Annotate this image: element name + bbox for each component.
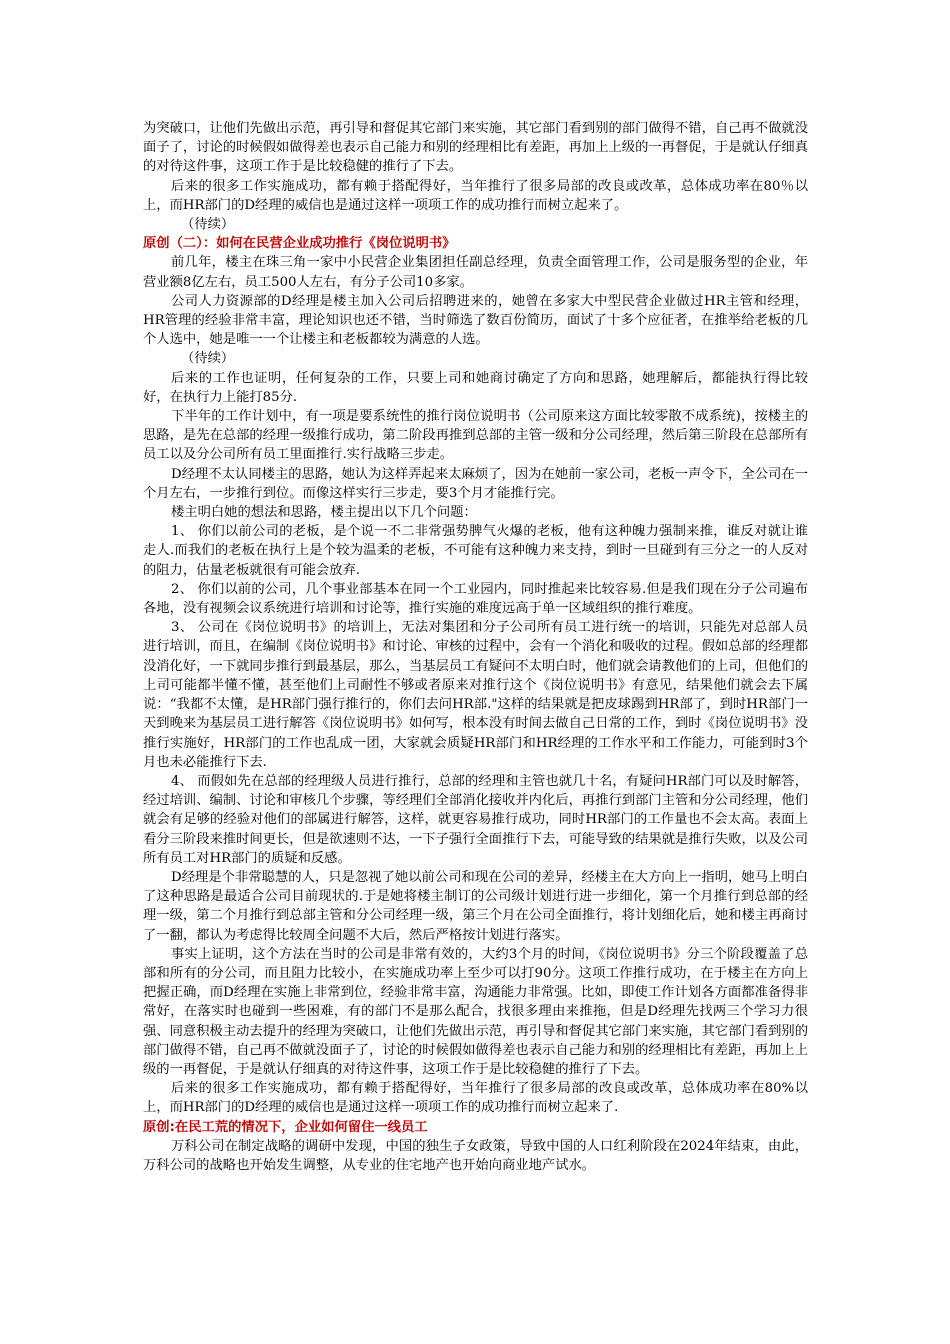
paragraph: 后来的很多工作实施成功，都有赖于搭配得好，当年推行了很多局部的改良或改革，总体成功率在80％以上，而HR部门的D经理的威信也是通过这样一项项工作的成功推行而树立起来了。 [143, 178, 808, 213]
section-heading: 原创（二）：如何在民营企业成功推行《岗位说明书》 [143, 236, 456, 252]
to-be-continued-note: （待续） [181, 351, 235, 367]
list-item: 1、 你们以前公司的老板，是个说一不二非常强势脾气火爆的老板，他有这种魄力强制来推，谁反对就让谁走人.而我们的老板在执行上是个较为温柔的老板，不可能有这种魄力来支持，到时一旦碰到有三分之一的人反对的阻力，估量老板就很有可能会放弃. [143, 524, 808, 578]
paragraph: D经理是个非常聪慧的人，只是忽视了她以前公司和现在公司的差异，经楼主在大方向上一指明，她马上明白了这种思路是最适合公司目前现状的.于是她将楼主制订的公司级计划进行进一步细化，第一个月推行到总部的经理一级，第二个月推行到总部主管和分公司经理一级，第三个月在公司全面推行，将计划细化后，她和楼主再商讨了一翻，都认为考虑得比较周全问题不大后，然后严格按计划进行落实。 [143, 869, 808, 943]
to-be-continued-note: （待续） [181, 217, 235, 233]
paragraph: 楼主明白她的想法和思路，楼主提出以下几个问题： [171, 505, 477, 521]
list-item: 3、 公司在《岗位说明书》的培训上，无法对集团和分子公司所有员工进行统一的培训，只能先对总部人员进行培训，而且，在编制《岗位说明书》和讨论、审核的过程中，会有一个消化和吸收的过程。假如总部的经理都没消化好，一下就同步推行到最基层，那么，当基层员工有疑问不太明白时，他们就会请教他们的上司，但他们的上司可能都半懂不懂，甚至他们上司耐性不够或者原来对推行这个《岗位说明书》有意见，结果他们就会去下属说：“我都不太懂，是HR部门强行推行的，你们去问HR部."这样的结果就是把皮球踢到HR部了，到时HR部门一天到晚来为基层员工进行解答《岗位说明书》如何写，根本没有时间去做自己日常的工作，到时《岗位说明书》没推行实施好，HR部门的工作也乱成一团，大家就会质疑HR部门和HR经理的工作水平和工作能力，可能到时3个月也未必能推行下去. [143, 620, 808, 770]
paragraph: 前几年，楼主在珠三角一家中小民营企业集团担任副总经理，负责全面管理工作，公司是服务型的企业，年营业额8亿左右，员工500人左右，有分子公司10多家。 [143, 255, 808, 290]
paragraph: 为突破口，让他们先做出示范，再引导和督促其它部门来实施，其它部门看到别的部门做得不错，自己再不做就没面子了，讨论的时候假如做得差也表示自己能力和别的经理相比有差距，再加上上级的一再督促，于是就认仔细真的对待这件事，这项工作于是比较稳健的推行了下去。 [143, 121, 808, 175]
document-page [143, 119, 808, 1175]
paragraph: 公司人力资源部的D经理是楼主加入公司后招聘进来的，她曾在多家大中型民营企业做过HR主管和经理，HR管理的经验非常丰富，理论知识也还不错，当时筛选了数百份简历，面试了十多个应征者，在推举给老板的几个人选中，她是唯一一个让楼主和老板都较为满意的人选。 [143, 293, 808, 348]
paragraph: D经理不太认同楼主的思路，她认为这样弄起来太麻烦了，因为在她前一家公司，老板一声令下，全公司在一个月左右，一步推行到位。而像这样实行三步走，要3个月才能推行完。 [143, 466, 808, 501]
section-heading: 原创:在民工荒的情况下，企业如何留住一线员工 [143, 1119, 428, 1135]
paragraph: 下半年的工作计划中，有一项是要系统性的推行岗位说明书（公司原来这方面比较零散不成系统)，按楼主的思路，是先在总部的经理一级推行成功，第二阶段再推到总部的主管一级和分公司经理，然后第三阶段在总部所有员工以及分公司所有员工里面推行.实行战略三步走。 [143, 409, 808, 463]
paragraph: 事实上证明，这个方法在当时的公司是非常有效的，大约3个月的时间，《岗位说明书》分三个阶段覆盖了总部和所有的分公司，而且阻力比较小，在实施成功率上至少可以打90分。这项工作推行成功，在于楼主在方向上把握正确，而D经理在实施上非常到位，经验非常丰富，沟通能力非常强。比如，即使工作计划各方面都准备得非常好，在落实时也碰到一些困难，有的部门不是那么配合，找很多理由来推拖，但是D经理先找两三个学习力很强、同意积极主动去提升的经理为突破口，让他们先做出示范，再引导和督促其它部门来实施，其它部门看到别的部门做得不错，自己再不做就没面子了，讨论的时候假如做得差也表示自己能力和别的经理相比有差距，再加上上级的一再督促，于是就认仔细真的对待这件事，这项工作于是比较稳健的推行了下去。 [143, 946, 808, 1077]
list-item: 4、 而假如先在总部的经理级人员进行推行，总部的经理和主管也就几十名，有疑问HR部门可以及时解答，经过培训、编制、讨论和审核几个步骤，等经理们全部消化接收并内化后，再推行到部门主管和分公司经理，他们就会有足够的经验对他们的部属进行解答，这样，就更容易推行成功，同时HR部门的工作量也不会太高。表面上看分三阶段来推时间更长，但是欲速则不达，一下子强行全面推行下去，可能导致的结果就是推行失败，以及公司所有员工对HR部门的质疑和反感。 [143, 773, 808, 866]
paragraph: 后来的工作也证明，任何复杂的工作，只要上司和她商讨确定了方向和思路，她理解后，都能执行得比较好，在执行力上能打85分. [143, 370, 808, 405]
paragraph: 万科公司在制定战略的调研中发现，中国的独生子女政策，导致中国的人口红利阶段在2024年结束，由此，万科公司的战略也开始发生调整，从专业的住宅地产也开始向商业地产试水。 [143, 1138, 808, 1173]
paragraph: 后来的很多工作实施成功，都有赖于搭配得好，当年推行了很多局部的改良或改革，总体成功率在80%以上，而HR部门的D经理的威信也是通过这样一项项工作的成功推行而树立起来了. [143, 1081, 808, 1116]
list-item: 2、 你们以前的公司，几个事业部基本在同一个工业园内，同时推起来比较容易.但是我们现在分子公司遍布各地，没有视频会议系统进行培训和讨论等，推行实施的难度远高于单一区域组织的推行难度。 [143, 581, 808, 617]
